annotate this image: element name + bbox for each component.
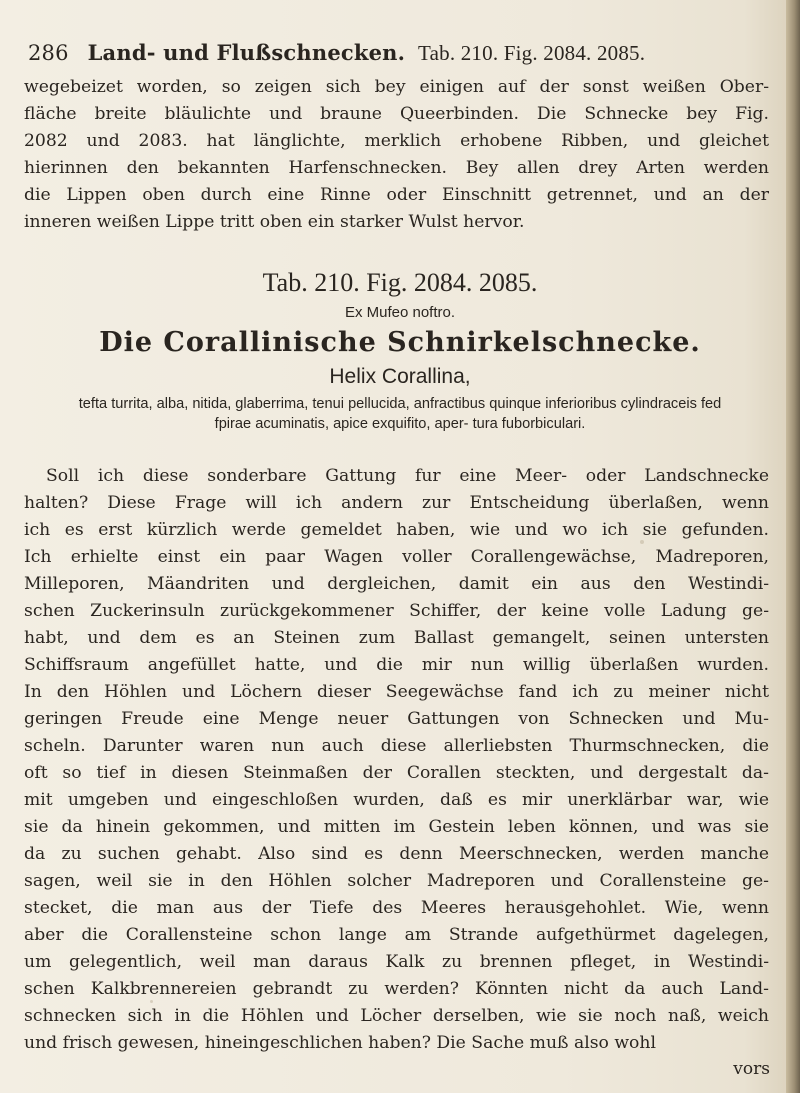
text-line: habt, und dem es an Steinen zum Ballast gemangelt, seinen untersten [24, 628, 769, 648]
figure-reference: Tab. 210. Fig. 2084. 2085. [418, 41, 646, 65]
species-title: Die Corallinische Schnirkelschnecke. [99, 327, 701, 358]
section-figure-reference: Tab. 210. Fig. 2084. 2085. [262, 268, 538, 297]
text-line: 2082 und 2083. hat länglichte, merklich erhobene Ribben, und gleichet [24, 131, 769, 151]
text-line: geringen Freude eine Menge neuer Gattungen von Schnecken und Mu- [24, 709, 769, 729]
text-line: fläche breite bläulichte und braune Queerbinden. Die Schnecke bey Fig. [24, 104, 769, 124]
text-line: schen Zuckerinsuln zurückgekommener Schiffer, der keine volle Ladung ge- [24, 601, 769, 621]
latin-name: Helix Corallina, [329, 365, 471, 388]
text-line: Schiffsraum angefüllet hatte, und die mir nun willig überlaßen wurden. [24, 655, 769, 675]
catchword: vors [733, 1059, 770, 1079]
text-line: und frisch gewesen, hineingeschlichen haben? Die Sache muß also wohl [24, 1033, 656, 1053]
text-line: Soll ich diese sonderbare Gattung fur eine Meer- oder Landschnecke [46, 466, 769, 486]
paragraph-2 [24, 463, 769, 1057]
text-line: die Lippen oben durch eine Rinne oder Einschnitt getrennet, und an der [24, 185, 769, 205]
text-line: sie da hinein gekommen, und mitten im Gestein leben können, und was sie [24, 817, 769, 837]
text-line: sagen, weil sie in den Höhlen solcher Madreporen und Corallensteine ge- [24, 871, 769, 891]
text-line: schen Kalkbrennereien gebrandt zu werden? Könnten nicht da auch Land- [24, 979, 769, 999]
page-edge [786, 0, 800, 1093]
text-line: wegebeizet worden, so zeigen sich bey einigen auf der sonst weißen Ober- [24, 77, 769, 97]
page-header [28, 40, 768, 66]
text-line: Ich erhielte einst ein paar Wagen voller Corallengewächse, Madreporen, [24, 547, 769, 567]
paragraph-1 [24, 74, 769, 236]
text-line: schnecken sich in die Höhlen und Löcher derselben, wie sie noch naß, weich [24, 1006, 769, 1026]
running-title: Land- und Flußschnecken. [87, 40, 406, 65]
text-line: da zu suchen gehabt. Also sind es denn Meerschnecken, werden manche [24, 844, 769, 864]
text-line: ich es erst kürzlich werde gemeldet haben, wie und wo ich sie gefunden. [24, 520, 769, 540]
text-line: Milleporen, Mäandriten und dergleichen, damit ein aus den Westindi- [24, 574, 769, 594]
text-line: mit umgeben und eingeschloßen wurden, daß es mir unerklärbar war, wie [24, 790, 769, 810]
text-line: oft so tief in diesen Steinmaßen der Corallen steckten, und dergestalt da- [24, 763, 769, 783]
latin-description: tefta turrita, alba, nitida, glaberrima, tenui pellucida, anfractibus quinque inferioribus cylindraceis fed fpirae acuminatis, apice exquifito, aper- tura fuborbiculari. [78, 396, 722, 432]
text-line: In den Höhlen und Löchern dieser Seegewächse fand ich zu meiner nicht [24, 682, 769, 702]
text-line: halten? Diese Frage will ich andern zur Entscheidung überlaßen, wenn [24, 493, 769, 513]
page-number: 286 [28, 41, 69, 65]
text-line: inneren weißen Lippe tritt oben ein starker Wulst hervor. [24, 212, 525, 232]
text-line: aber die Corallensteine schon lange am Strande aufgethürmet dagelegen, [24, 925, 769, 945]
text-line: scheln. Darunter waren nun auch diese allerliebsten Thurmschnecken, die [24, 736, 769, 756]
museum-source: Ex Mufeo noftro. [344, 304, 456, 321]
text-line: hierinnen den bekannten Harfenschnecken. Bey allen drey Arten werden [24, 158, 769, 178]
text-line: stecket, die man aus der Tiefe des Meeres herausgehohlet. Wie, wenn [24, 898, 769, 918]
text-line: um gelegentlich, weil man daraus Kalk zu brennen pfleget, in Westindi- [24, 952, 769, 972]
